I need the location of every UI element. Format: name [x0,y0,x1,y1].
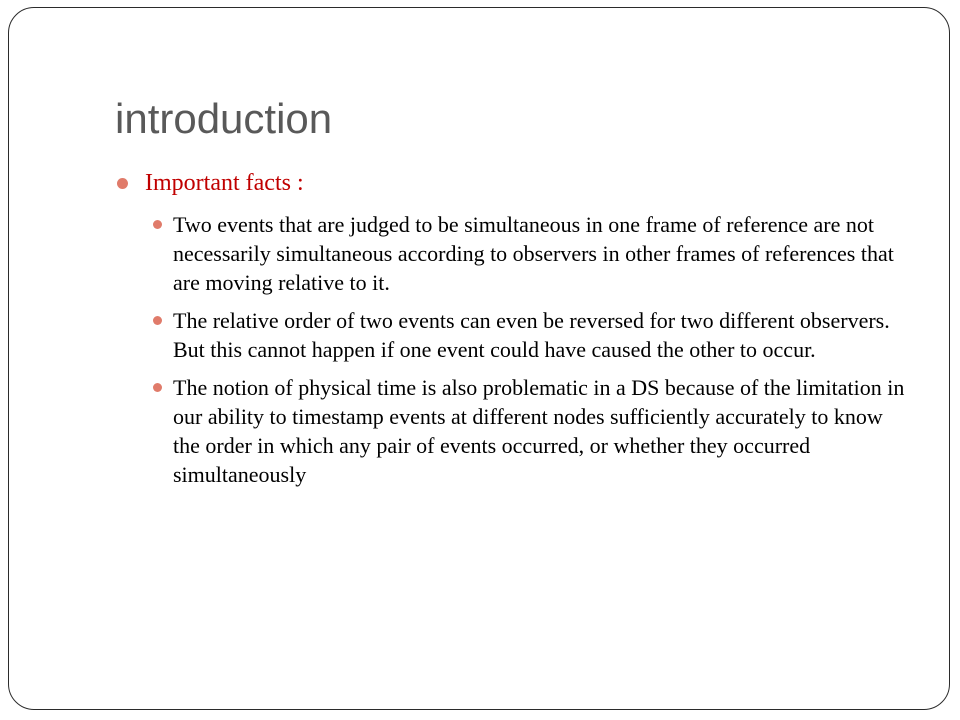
bullet-dot-icon [153,383,162,392]
sub-bullet-text: The relative order of two events can even be reversed for two different observers. But this cannot happen if one event could have caused the other to occur. [173,308,890,362]
slide-frame [8,7,950,710]
sub-bullet-item [115,210,915,297]
heading-text: Important facts : [145,170,304,196]
slide-content [115,168,915,498]
sub-bullet-item [115,306,915,364]
sub-bullet-text: Two events that are judged to be simultaneous in one frame of reference are not necessarily simultaneous according to observers in other frames of references that are moving relative to it. [173,212,894,295]
bullet-item-heading [115,168,915,198]
sub-bullet-item [115,373,915,489]
bullet-dot-icon [117,178,128,189]
bullet-dot-icon [153,316,162,325]
sub-bullet-text: The notion of physical time is also problematic in a DS because of the limitation in our ability to timestamp events at different nodes sufficiently accurately to know the order in which any pair of events occurred, or whether they occurred simultaneously [173,375,905,487]
slide-title: introduction [115,95,333,142]
bullet-dot-icon [153,220,162,229]
